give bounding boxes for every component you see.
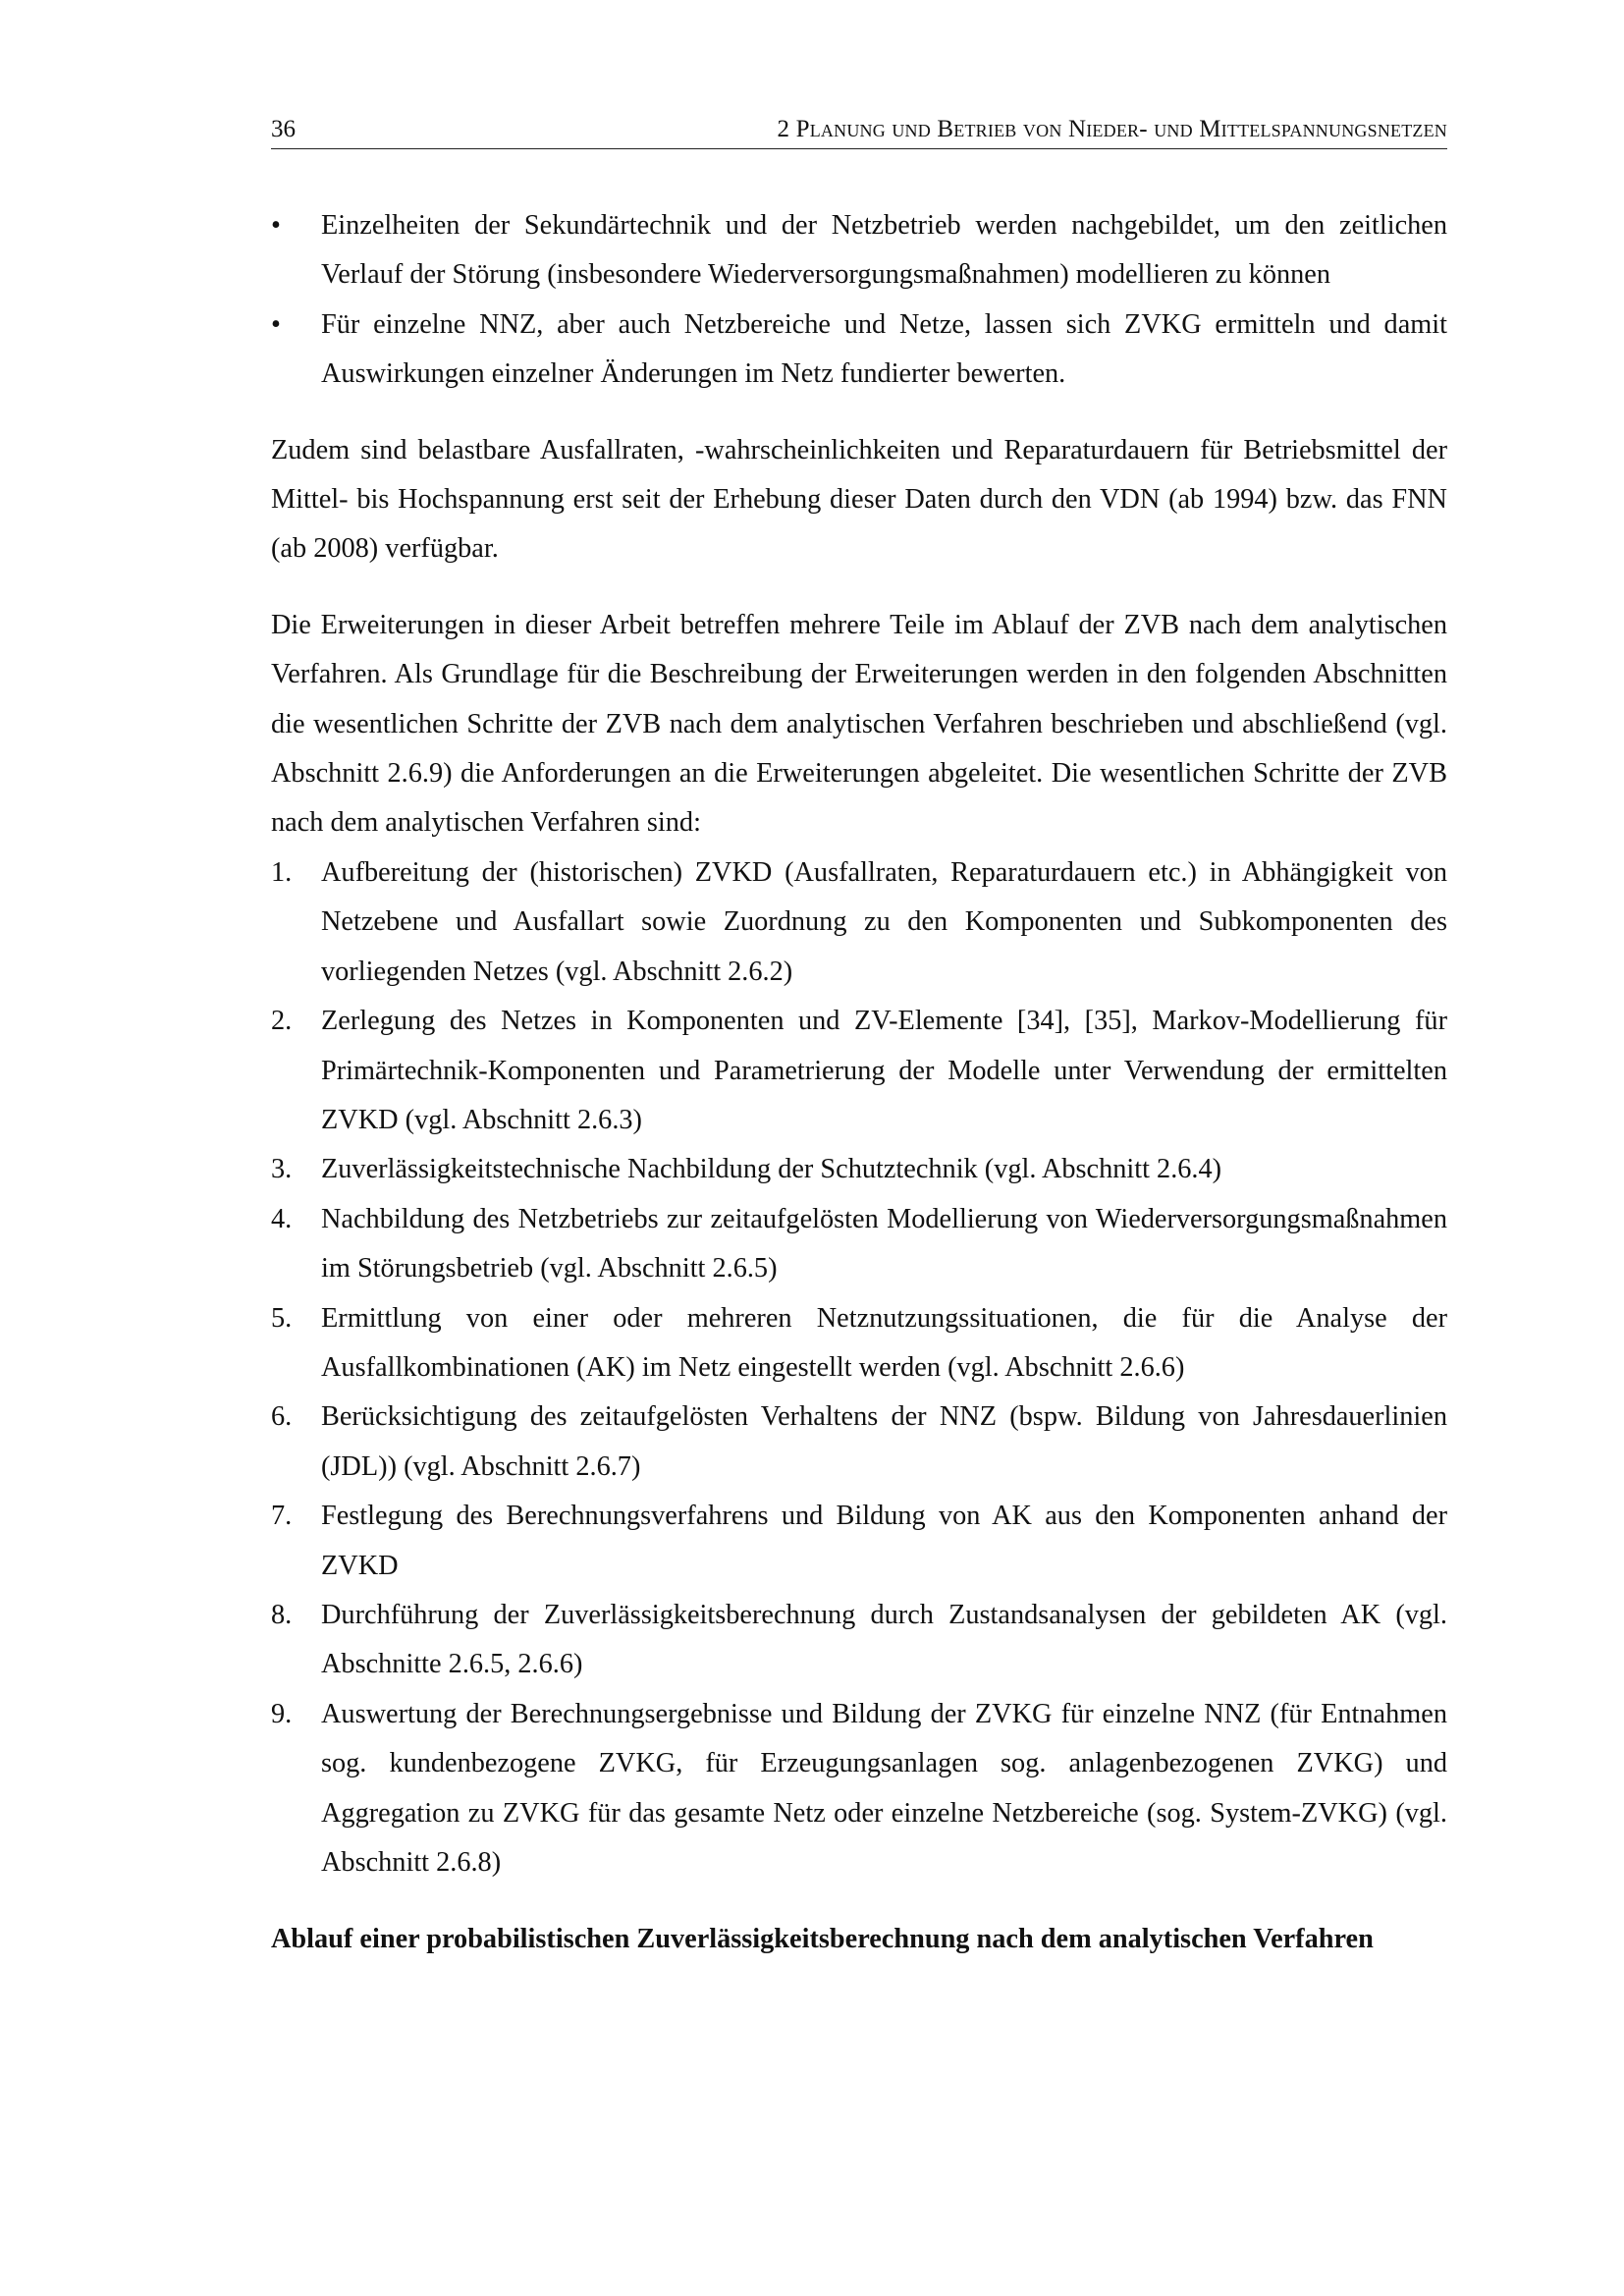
- list-number: 7.: [271, 1501, 293, 1532]
- list-item-text: Zerlegung des Netzes in Komponenten und ZV-Elemente [34], [35], Markov-Modellierung für Primärtechnik-Komponenten und Parametrierung der Modelle unter Verwendung der ermittelten ZVKD (vgl. Abschnitt 2.6.3): [321, 1006, 1447, 1135]
- paragraph: Die Erweiterungen in dieser Arbeit betreffen mehrere Teile im Ablauf der ZVB nach dem analytischen Verfahren. Als Grundlage für die Beschreibung der Erweiterungen werden in den folgenden Abschnitten die wesentlichen Schritte der ZVB nach dem analytischen Verfahren beschrieben und abschließend (vgl. Abschnitt 2.6.9) die Anforderungen an die Erweiterungen abgeleitet. Die wesentlichen Schritte der ZVB nach dem analytischen Verfahren sind:: [271, 609, 1447, 839]
- list-item: [271, 301, 1447, 400]
- page-body: [271, 201, 1447, 1965]
- list-number: 2.: [271, 1006, 293, 1037]
- list-item: [271, 1393, 1447, 1492]
- list-item-text: Nachbildung des Netzbetriebs zur zeitaufgelösten Modellierung von Wiederversorgungsmaßnahmen im Störungsbetrieb (vgl. Abschnitt 2.6.5): [321, 1203, 1447, 1285]
- list-item: [271, 1294, 1447, 1394]
- list-item-text: Festlegung des Berechnungsverfahrens und Bildung von AK aus den Komponenten anhand der ZVKD: [321, 1501, 1447, 1581]
- list-item: [271, 1145, 1447, 1194]
- list-item-text: Für einzelne NNZ, aber auch Netzbereiche und Netze, lassen sich ZVKG ermitteln und damit Auswirkungen einzelner Änderungen im Netz fundierter bewerten.: [321, 308, 1447, 390]
- list-item: [271, 1492, 1447, 1591]
- list-number: 3.: [271, 1154, 293, 1185]
- paragraph: Zudem sind belastbare Ausfallraten, -wahrscheinlichkeiten und Reparaturdauern für Betriebsmittel der Mittel- bis Hochspannung erst seit der Erhebung dieser Daten durch den VDN (ab 1994) bzw. das FNN (ab 2008) verfügbar.: [271, 434, 1447, 565]
- list-number: 1.: [271, 856, 293, 888]
- list-item: [271, 1591, 1447, 1690]
- numbered-list: [271, 848, 1447, 1888]
- list-item-text: Auswertung der Berechnungsergebnisse und Bildung der ZVKG für einzelne NNZ (für Entnahmen sog. kundenbezogene ZVKG, für Erzeugungsanlagen sog. anlagenbezogenen ZVKG) und Aggregation zu ZVKG für das gesamte Netz oder einzelne Netzbereiche (sog. System-ZVKG) (vgl. Abschnitt 2.6.8): [321, 1698, 1447, 1878]
- list-item: [271, 201, 1447, 301]
- section-heading: Ablauf einer probabilistischen Zuverlässigkeitsberechnung nach dem analytischen Verfahren: [271, 1924, 1374, 1955]
- list-number: 9.: [271, 1698, 293, 1729]
- bullet-marker: •: [271, 308, 281, 340]
- list-item-text: Ermittlung von einer oder mehreren Netznutzungssituationen, die für die Analyse der Ausfallkombinationen (AK) im Netz eingestellt werden (vgl. Abschnitt 2.6.6): [321, 1302, 1447, 1383]
- list-number: 6.: [271, 1401, 293, 1433]
- list-number: 5.: [271, 1302, 293, 1334]
- list-item: [271, 848, 1447, 997]
- list-number: 4.: [271, 1203, 293, 1234]
- bullet-marker: •: [271, 210, 281, 241]
- list-item: [271, 1195, 1447, 1294]
- list-item-text: Einzelheiten der Sekundärtechnik und der Netzbetrieb werden nachgebildet, um den zeitlichen Verlauf der Störung (insbesondere Wiederversorgungsmaßnahmen) modellieren zu können: [321, 210, 1447, 291]
- page-header: [271, 115, 1447, 149]
- bullet-list: [271, 201, 1447, 400]
- list-item-text: Berücksichtigung des zeitaufgelösten Verhaltens der NNZ (bspw. Bildung von Jahresdauerlinien (JDL)) (vgl. Abschnitt 2.6.7): [321, 1401, 1447, 1482]
- running-title: 2 Planung und Betrieb von Nieder- und Mittelspannungsnetzen: [777, 116, 1447, 142]
- list-number: 8.: [271, 1599, 293, 1630]
- page-number: 36: [271, 116, 296, 142]
- list-item: [271, 1690, 1447, 1888]
- list-item-text: Aufbereitung der (historischen) ZVKD (Ausfallraten, Reparaturdauern etc.) in Abhängigkeit von Netzebene und Ausfallart sowie Zuordnung zu den Komponenten und Subkomponenten des vorliegenden Netzes (vgl. Abschnitt 2.6.2): [321, 856, 1447, 987]
- list-item-text: Durchführung der Zuverlässigkeitsberechnung durch Zustandsanalysen der gebildeten AK (vgl. Abschnitte 2.6.5, 2.6.6): [321, 1599, 1447, 1680]
- list-item-text: Zuverlässigkeitstechnische Nachbildung der Schutztechnik (vgl. Abschnitt 2.6.4): [321, 1154, 1222, 1185]
- list-item: [271, 997, 1447, 1145]
